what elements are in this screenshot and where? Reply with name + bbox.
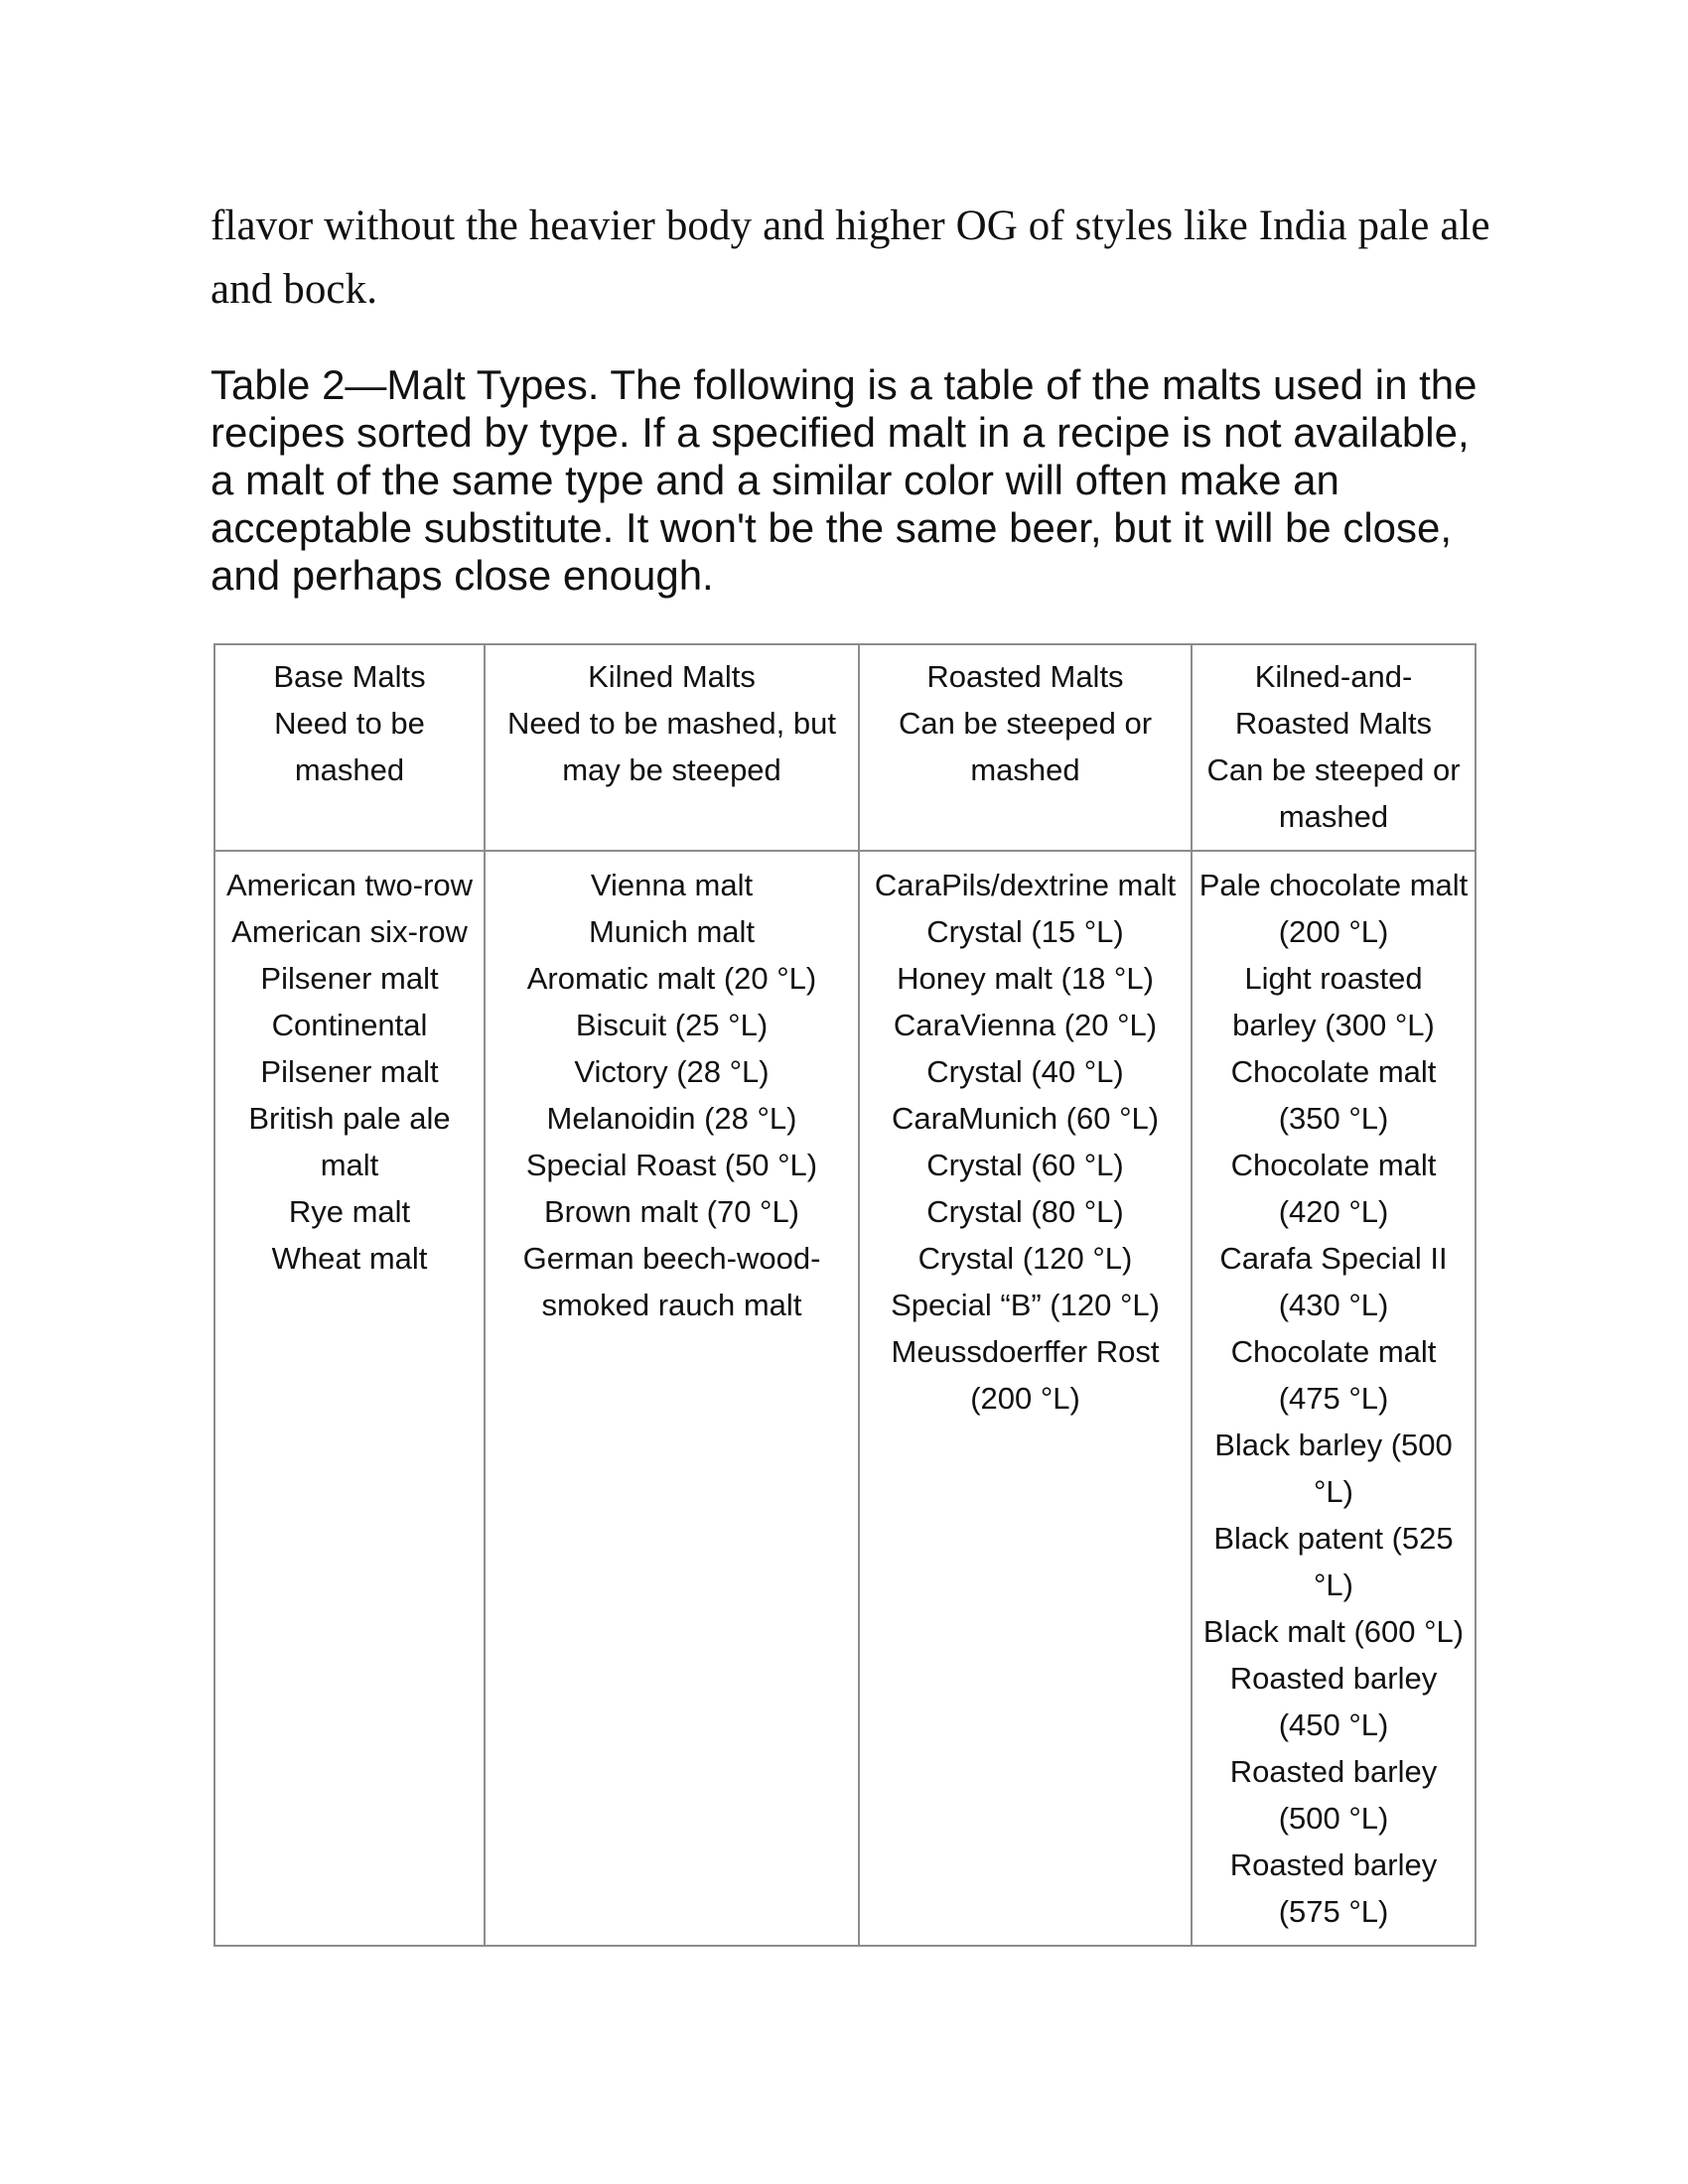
- list-item: Crystal (80 °L): [926, 1194, 1124, 1229]
- list-item: Pale chocolate malt (200 °L): [1198, 868, 1469, 949]
- list-item: Chocolate malt (350 °L): [1230, 1054, 1437, 1136]
- list-item: Munich malt: [588, 914, 756, 949]
- list-item: Crystal (120 °L): [917, 1241, 1133, 1276]
- list-item: Carafa Special II (430 °L): [1219, 1241, 1448, 1322]
- header-note: Need to be mashed, but may be steeped: [507, 706, 836, 787]
- roasted-malts-cell: [859, 851, 1192, 1946]
- header-title: Base Malts: [273, 659, 426, 694]
- list-item: Black patent (525 °L): [1213, 1521, 1454, 1602]
- kilned-and-roasted-malts-cell: [1192, 851, 1476, 1946]
- list-item: Continental Pilsener malt: [260, 1008, 439, 1089]
- list-item: Roasted barley (500 °L): [1229, 1754, 1438, 1836]
- list-item: Aromatic malt (20 °L): [526, 961, 817, 996]
- list-item: Wheat malt: [271, 1241, 428, 1276]
- header-note: Can be steeped or mashed: [1206, 752, 1461, 834]
- header-cell-roasted-malts: [859, 644, 1192, 851]
- list-item: Special Roast (50 °L): [525, 1148, 818, 1182]
- list-item: CaraVienna (20 °L): [893, 1008, 1158, 1042]
- header-title: Kilned Malts: [588, 659, 756, 694]
- list-item: Roasted barley (575 °L): [1229, 1847, 1438, 1929]
- list-item: Biscuit (25 °L): [575, 1008, 769, 1042]
- table-header-row: [214, 644, 1476, 851]
- list-item: Honey malt (18 °L): [897, 961, 1154, 996]
- list-item: Victory (28 °L): [574, 1054, 770, 1089]
- list-item: Crystal (60 °L): [926, 1148, 1124, 1182]
- list-item: Chocolate malt (475 °L): [1230, 1334, 1437, 1416]
- list-item: Black malt (600 °L): [1202, 1614, 1465, 1649]
- header-title: Roasted Malts: [926, 659, 1124, 694]
- list-item: American six-row: [231, 914, 468, 949]
- list-item: Black barley (500 °L): [1214, 1428, 1453, 1509]
- list-item: Pilsener malt: [260, 961, 439, 996]
- list-item: German beech-wood- smoked rauch malt: [522, 1241, 821, 1322]
- header-cell-kilned-malts: [485, 644, 859, 851]
- header-title: Kilned-and-Roasted Malts: [1234, 659, 1433, 741]
- header-cell-kilned-and-roasted-malts: [1192, 644, 1476, 851]
- list-item: Crystal (15 °L): [926, 914, 1124, 949]
- list-item: Chocolate malt (420 °L): [1230, 1148, 1437, 1229]
- malt-types-table: [213, 643, 1477, 1947]
- base-malts-cell: [214, 851, 485, 1946]
- list-item: CaraPils/dextrine malt: [874, 868, 1177, 902]
- list-item: CaraMunich (60 °L): [891, 1101, 1160, 1136]
- list-item: Light roasted barley (300 °L): [1232, 961, 1435, 1042]
- list-item: British pale ale malt: [248, 1101, 451, 1182]
- list-item: Roasted barley (450 °L): [1229, 1661, 1438, 1742]
- header-note: Need to be mashed: [274, 706, 425, 787]
- list-item: Special “B” (120 °L): [891, 1288, 1160, 1322]
- list-item: Meussdoerffer Rost (200 °L): [891, 1334, 1160, 1416]
- table-caption: Table 2—Malt Types. The following is a table of the malts used in the recipes sorted by type. If a specified malt in a recipe is not available, a malt of the same type and a similar color will often make an acceptable substitute. It won't be the same beer, but it will be close, and perhaps close enough.: [211, 361, 1477, 599]
- header-note: Can be steeped or mashed: [898, 706, 1153, 787]
- list-item: Melanoidin (28 °L): [546, 1101, 797, 1136]
- list-item: Brown malt (70 °L): [543, 1194, 800, 1229]
- list-item: Crystal (40 °L): [926, 1054, 1124, 1089]
- header-cell-base-malts: [214, 644, 485, 851]
- table-body-row: [214, 851, 1476, 1946]
- intro-paragraph: flavor without the heavier body and higher OG of styles like India pale ale and bock.: [211, 203, 1490, 313]
- list-item: Rye malt: [288, 1194, 411, 1229]
- kilned-malts-cell: [485, 851, 859, 1946]
- list-item: American two-row: [225, 868, 474, 902]
- list-item: Vienna malt: [590, 868, 754, 902]
